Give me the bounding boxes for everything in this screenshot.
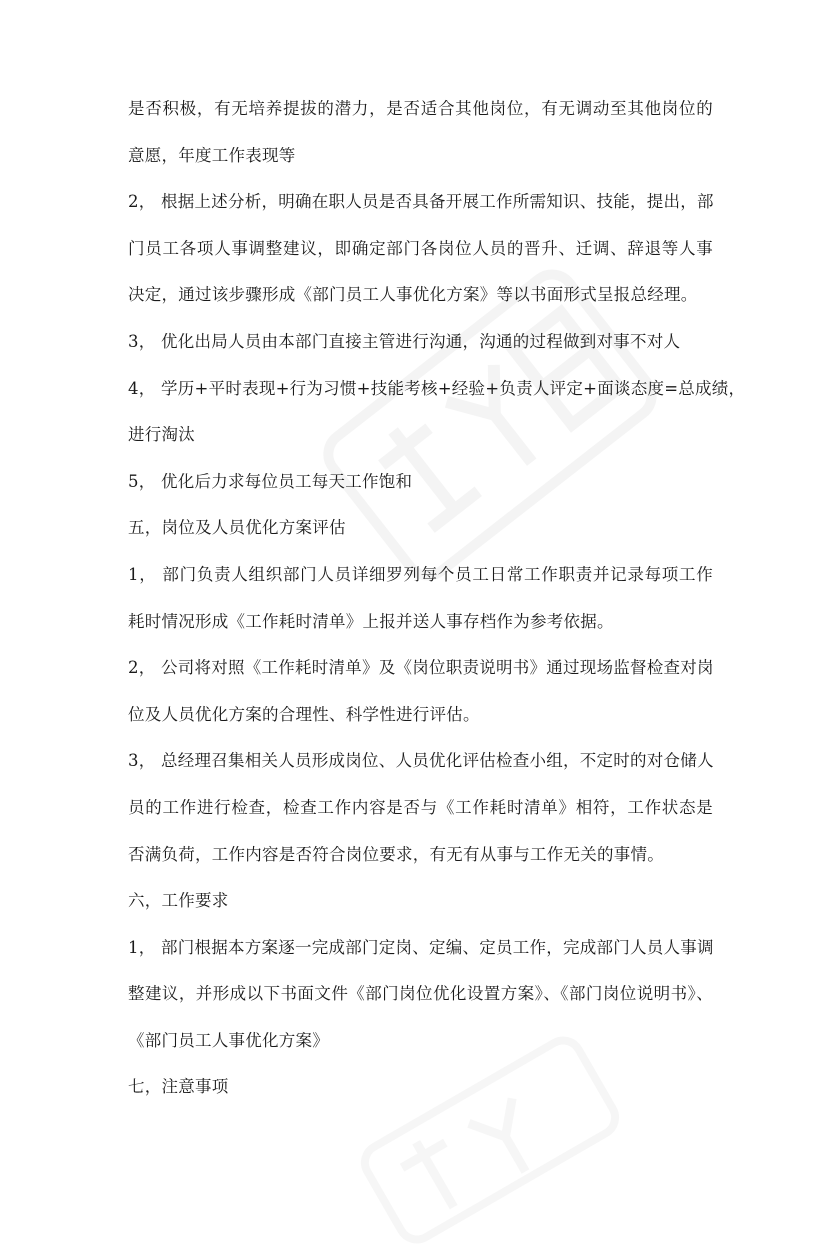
text-line: 4， 学历+平时表现+行为习惯+技能考核+经验+负责人评定+面谈态度=总成绩， [128,378,746,398]
section-heading: 七，注意事项 [128,1077,229,1097]
text-line: 决定，通过该步骤形成《部门员工人事优化方案》等以书面形式呈报总经理。 [128,285,698,305]
text-line: 员的工作进行检查，检查工作内容是否与《工作耗时清单》相符，工作状态是 [128,797,713,817]
section-heading: 六，工作要求 [128,891,229,911]
text-line: 3， 总经理召集相关人员形成岗位、人员优化评估检查小组，不定时的对仓储人 [128,751,714,771]
document-body [128,96,746,1121]
text-line: 耗时情况形成《工作耗时清单》上报并送人事存档作为参考依据。 [128,611,614,631]
text-line: 意愿，年度工作表现等 [128,145,296,165]
section-heading: 五，岗位及人员优化方案评估 [128,518,346,538]
text-line: 整建议，并形成以下书面文件《部门岗位优化设置方案》、《部门岗位说明书》、 [128,984,713,1004]
text-line: 3， 优化出局人员由本部门直接主管进行沟通，沟通的过程做到对事不对人 [128,331,681,351]
text-line: 位及人员优化方案的合理性、科学性进行评估。 [128,704,480,724]
text-line: 1， 部门根据本方案逐一完成部门定岗、定编、定员工作，完成部门人员人事调 [128,937,714,957]
text-line: 门员工各项人事调整建议，即确定部门各岗位人员的晋升、迁调、辞退等人事 [128,238,713,258]
text-line: 5， 优化后力求每位员工每天工作饱和 [128,471,413,491]
text-line: 2， 公司将对照《工作耗时清单》及《岗位职责说明书》通过现场监督检查对岗 [128,658,714,678]
text-line: 1， 部门负责人组织部门人员详细罗列每个员工日常工作职责并记录每项工作 [128,564,713,584]
text-line: 进行淘汰 [128,425,195,445]
text-line: 是否积极，有无培养提拔的潜力，是否适合其他岗位，有无调动至其他岗位的 [128,99,713,118]
text-line: 否满负荷，工作内容是否符合岗位要求，有无有从事与工作无关的事情。 [128,844,664,864]
text-line: 2， 根据上述分析，明确在职人员是否具备开展工作所需知识、技能，提出，部 [128,192,714,212]
text-line: 《部门员工人事优化方案》 [128,1030,329,1050]
